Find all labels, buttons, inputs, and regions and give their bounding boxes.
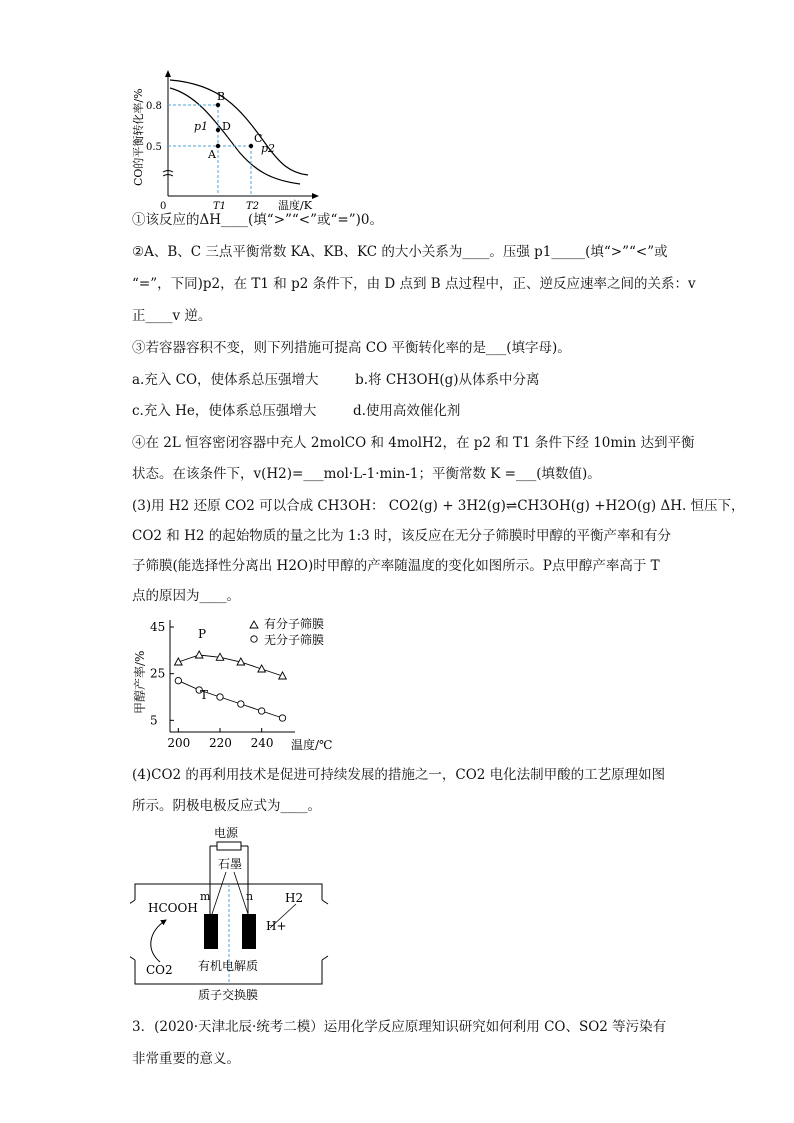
x-axis-label: 温度/K (278, 199, 312, 212)
curve-p2 (170, 88, 300, 184)
x-axis-label: 温度/℃ (291, 738, 333, 752)
ytick-08: 0.8 (146, 101, 162, 112)
question-3: ③若容器容积不变，则下列措施可提高 CO 平衡转化率的是___(填字母)。 (132, 340, 571, 356)
legend-triangle-marker (250, 621, 258, 628)
option-b: b.将 CH3OH(g)从体系中分离 (355, 372, 540, 388)
circle-data-point (217, 694, 223, 700)
part-3-line-3: 子筛膜(能选择性分离出 H2O)时甲醇的产率随温度的变化如图所示。P点甲醇产率高于 T (132, 558, 660, 574)
option-d: d.使用高效催化剂 (353, 403, 461, 419)
hcooh-label: HCOOH (148, 901, 198, 915)
methanol-yield-chart (130, 614, 350, 756)
y-axis-label: 甲醇产率/% (133, 650, 147, 714)
option-c: c.充入 He，使体系总压强增大 (132, 403, 317, 419)
label-a: A (208, 148, 216, 161)
electrode-n (242, 914, 256, 949)
label-d: D (222, 120, 231, 133)
annotation-t: T (200, 688, 209, 702)
y-tick-label: 5 (150, 713, 158, 728)
question-3-options-cd (132, 400, 692, 422)
curve-p1 (170, 80, 308, 175)
point-b (216, 103, 220, 107)
electrolysis-cell-diagram (130, 822, 330, 1004)
h2-label: H2 (285, 891, 304, 905)
y-tick-label: 25 (150, 666, 166, 681)
y-axis-label: CO的平衡转化率/% (132, 88, 145, 186)
electrode-m-label: m (200, 890, 211, 903)
circle-data-point (238, 701, 244, 707)
membrane-label: 质子交换膜 (198, 988, 259, 1002)
legend-circle-marker (251, 636, 257, 642)
series-line-without-membrane (178, 681, 282, 718)
graphite-label: 石墨 (218, 857, 243, 871)
curve-label-p2: p2 (261, 142, 276, 155)
annotation-p: P (198, 627, 207, 641)
electrode-n-label: n (246, 890, 254, 903)
curve-label-p1: p1 (194, 120, 209, 133)
origin-label: 0 (160, 201, 167, 212)
question-3-header-line-1: 3．(2020·天津北辰·统考二模）运用化学反应原理知识研究如何利用 CO、SO2 等污染有 (132, 1019, 667, 1035)
point-c (249, 144, 253, 148)
y-tick-label: 45 (150, 620, 166, 634)
power-source-box (217, 842, 241, 850)
part-3-line-4: 点的原因为____。 (132, 588, 240, 604)
question-4-line-1: ④在 2L 恒容密闭容器中充人 2molCO 和 4molH2，在 p2 和 T1 条件下经 10min 达到平衡 (132, 435, 695, 451)
label-c: C (254, 132, 263, 145)
option-a: a.充入 CO，使体系总压强增大 (132, 372, 319, 388)
question-4-line-2: 状态。在该条件下，v(H2)=___mol·L-1·min-1；平衡常数 K =___(填数值)。 (132, 466, 601, 482)
label-b: B (217, 90, 226, 103)
question-2-line-2: “=”，下同)p2，在 T1 和 p2 条件下，由 D 点到 B 点过程中，正、逆反应速率之间的关系：v (132, 276, 696, 292)
co-conversion-chart (130, 68, 330, 213)
x-tick-label: 200 (167, 736, 191, 750)
xtick-t2: T2 (246, 201, 260, 212)
x-tick-label: 220 (209, 736, 232, 750)
circle-data-point (258, 708, 264, 714)
ytick-05: 0.5 (146, 142, 162, 153)
x-tick-label: 240 (250, 736, 274, 750)
point-a (216, 144, 220, 148)
hplus-label: H+ (266, 919, 287, 933)
triangle-data-point (195, 651, 203, 658)
part-4-line-1: (4)CO2 的再利用技术是促进可持续发展的措施之一，CO2 电化法制甲酸的工艺原理如图 (132, 767, 666, 783)
circle-data-point (175, 677, 181, 683)
part-4-line-2: 所示。阴极电极反应式为____。 (132, 798, 321, 814)
electrode-m (204, 914, 218, 949)
part-3-line-1: (3)用 H2 还原 CO2 可以合成 CH3OH： CO2(g) + 3H2(g)⇌CH3OH(g) +H2O(g) ΔH. 恒压下， (132, 498, 745, 514)
question-2-line-3: 正____v 逆。 (132, 308, 212, 324)
co2-label: CO2 (146, 963, 173, 977)
co2-to-hcooh-arrow (151, 920, 166, 962)
circle-data-point (279, 715, 285, 721)
question-3-header-line-2: 非常重要的意义。 (132, 1051, 240, 1067)
electrolyte-label: 有机电解质 (198, 959, 259, 973)
part-3-line-2: CO2 和 H2 的起始物质的量之比为 1:3 时，该反应在无分子筛膜时甲醇的平衡产率和有分 (132, 528, 672, 544)
question-1: ①该反应的ΔH____(填“>”“<”或“=”)0。 (132, 212, 383, 228)
question-3-options-ab (132, 369, 692, 391)
legend-label-with-membrane: 有分子筛膜 (264, 617, 325, 631)
power-source-label: 电源 (214, 826, 239, 840)
legend-label-without-membrane: 无分子筛膜 (264, 633, 325, 647)
series-line-with-membrane (178, 655, 282, 676)
question-2-line-1: ②A、B、C 三点平衡常数 KA、KB、KC 的大小关系为____。压强 p1_____(填“>”“<”或 (132, 244, 668, 260)
xtick-t1: T1 (213, 201, 227, 212)
point-d (216, 128, 220, 132)
